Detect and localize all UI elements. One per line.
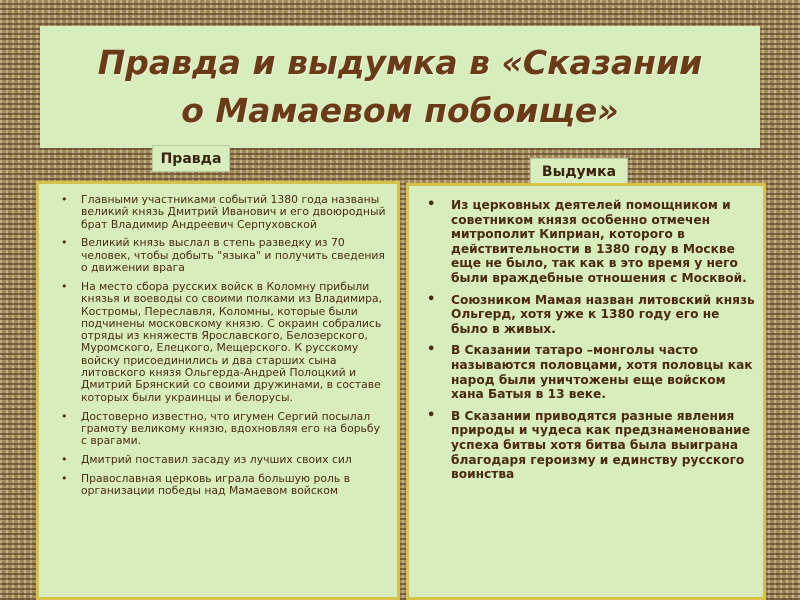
list-item: • Достоверно известно, что игумен Сергий посылал грамоту великому князю, вдохновляя его на борьбу с врагами. — [45, 411, 389, 448]
list-item: • На место сбора русских войск в Коломну прибыли князья и воеводы со своими полками из Владимира, Костромы, Переславля, Коломны, которые были подчинены московскому князю. С окраин собрались отряды из княжеств Ярославского, Белозерского, Муромского, Елецкого, Мещерского. К русскому войску присоединились и два старших сына литовского князя Ольгерда-Андрей Полоцкий и Дмитрий Брянский со своими дружинами, в составе которых были украинцы и белорусы. — [45, 281, 389, 404]
list-item: • Союзником Мамая назван литовский князь Ольгерд, хотя уже к 1380 году его не было в живых. — [415, 293, 755, 337]
slide-title: Правда и выдумка в «Сказании о Мамаевом побоище» — [97, 43, 703, 130]
title-box — [40, 26, 760, 148]
list-item: • Православная церковь играла большую роль в организации победы над Мамаевом войском — [45, 473, 389, 498]
fiction-label: Выдумка — [530, 158, 628, 186]
list-item: • Великий князь выслал в степь разведку из 70 человек, чтобы добыть "языка" и получить сведения о движении врага — [45, 237, 389, 274]
list-item: • Из церковных деятелей помощником и советником князя особенно отмечен митрополит Киприан, которого в действительности в 1380 году в Москве еще не было, так как в это время у него были враждебные отношения с Москвой. — [415, 198, 755, 286]
truth-label: Правда — [152, 145, 230, 172]
truth-panel — [36, 181, 400, 600]
list-item: • В Сказании приводятся разные явления природы и чудеса как предзнаменование успеха битвы хотя битва была выиграна благодаря героизму и единству русского воинства — [415, 409, 755, 482]
fiction-list — [415, 198, 755, 482]
list-item: • Главными участниками событий 1380 года названы великий князь Дмитрий Иванович и его двоюродный брат Владимир Андреевич Серпуховской — [45, 194, 389, 231]
list-item: • В Сказании татаро –монголы часто называются половцами, хотя половцы как народ были уничтожены еще войском хана Батыя в 13 веке. — [415, 343, 755, 401]
fiction-panel — [406, 183, 766, 600]
truth-list — [45, 194, 389, 498]
list-item: • Дмитрий поставил засаду из лучших своих сил — [45, 454, 389, 466]
